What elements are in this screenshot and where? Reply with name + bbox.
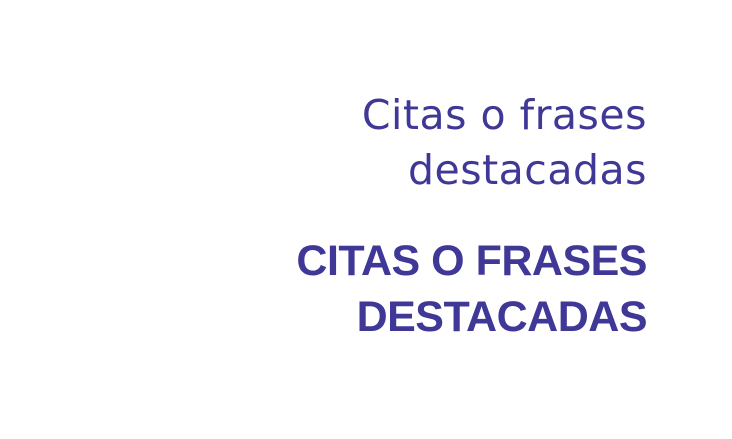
quote-uppercase-line-2: DESTACADAS [356,293,647,341]
quote-uppercase-line-1: CITAS O FRASES [296,237,647,285]
quote-regular-line-1: Citas o frases [361,91,647,139]
quote-uppercase [296,233,647,345]
quote-regular [362,88,647,198]
quote-regular-line-2: destacadas [408,146,647,194]
